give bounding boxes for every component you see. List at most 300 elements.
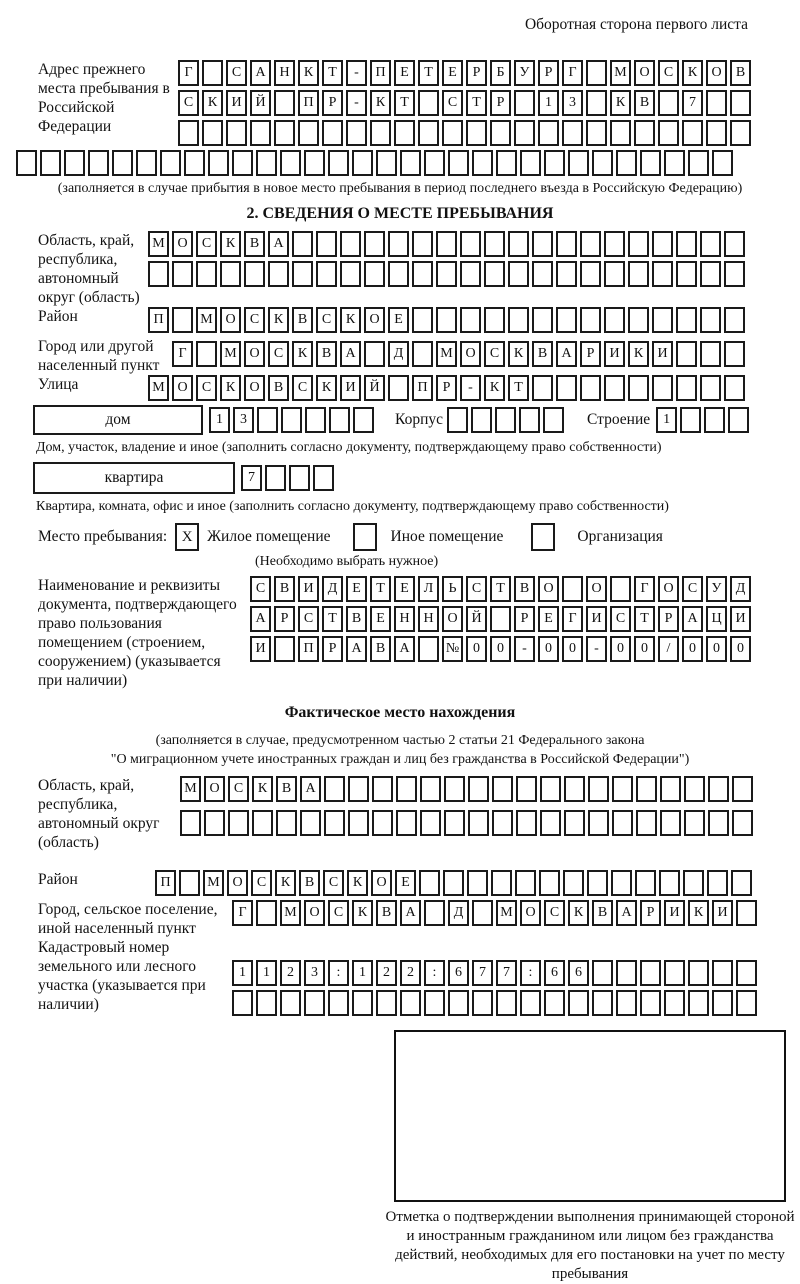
stay-type-row — [0, 523, 800, 551]
char-cell: О — [520, 900, 541, 926]
char-cell: 1 — [209, 407, 230, 433]
char-cell: 0 — [562, 636, 583, 662]
char-cell — [412, 261, 433, 287]
char-cell: И — [712, 900, 733, 926]
char-cell: : — [328, 960, 349, 986]
char-cell — [495, 407, 516, 433]
option-other-premises-label: Иное помещение — [390, 528, 504, 545]
char-cell — [616, 960, 637, 986]
char-cell: С — [610, 606, 631, 632]
char-cell: В — [276, 776, 297, 802]
char-cell: 3 — [233, 407, 254, 433]
char-cell — [556, 307, 577, 333]
char-cell: У — [706, 576, 727, 602]
char-cell: Р — [490, 90, 511, 116]
char-cell: Г — [172, 341, 193, 367]
char-cell: / — [658, 636, 679, 662]
char-cell — [88, 150, 109, 176]
char-cell — [540, 810, 561, 836]
char-cell — [664, 150, 685, 176]
cadastral-row-2 — [232, 990, 760, 1016]
char-cell — [676, 375, 697, 401]
char-cell — [616, 990, 637, 1016]
char-cell — [396, 776, 417, 802]
char-cell: - — [460, 375, 481, 401]
char-cell — [466, 120, 487, 146]
char-cell: К — [298, 60, 319, 86]
char-cell: Р — [580, 341, 601, 367]
option-residential-label: Жилое помещение — [207, 528, 331, 545]
char-cell — [700, 375, 721, 401]
char-cell: 0 — [490, 636, 511, 662]
char-cell — [556, 261, 577, 287]
city-field — [0, 337, 800, 375]
char-cell — [281, 407, 302, 433]
char-cell: : — [424, 960, 445, 986]
char-cell: О — [304, 900, 325, 926]
char-cell — [484, 231, 505, 257]
char-cell: 6 — [568, 960, 589, 986]
char-cell: Г — [232, 900, 253, 926]
char-cell — [257, 407, 278, 433]
char-cell: Г — [178, 60, 199, 86]
city-cells — [172, 341, 748, 367]
char-cell: Р — [322, 636, 343, 662]
char-cell — [305, 407, 326, 433]
char-cell: П — [148, 307, 169, 333]
char-cell — [280, 990, 301, 1016]
char-cell: 7 — [241, 465, 262, 491]
char-cell: А — [682, 606, 703, 632]
char-cell — [700, 341, 721, 367]
char-cell: 2 — [280, 960, 301, 986]
char-cell — [587, 870, 608, 896]
stay-type-label: Место пребывания: — [38, 528, 168, 545]
char-cell — [580, 261, 601, 287]
korpus-label: Корпус — [395, 411, 443, 428]
actual-region-row-2 — [180, 810, 756, 836]
char-cell: С — [323, 870, 344, 896]
char-cell — [724, 231, 745, 257]
actual-district-field — [0, 870, 800, 900]
char-cell — [436, 231, 457, 257]
cadastral-label: Кадастровый номер земельного или лесного участка (указывается при наличии) — [38, 939, 206, 1013]
char-cell: А — [300, 776, 321, 802]
char-cell: А — [250, 606, 271, 632]
char-cell: К — [252, 776, 273, 802]
char-cell — [40, 150, 61, 176]
char-cell: 0 — [538, 636, 559, 662]
char-cell — [340, 261, 361, 287]
char-cell — [508, 261, 529, 287]
char-cell: М — [496, 900, 517, 926]
char-cell — [736, 990, 757, 1016]
char-cell: 3 — [562, 90, 583, 116]
char-cell: И — [586, 606, 607, 632]
char-cell — [640, 960, 661, 986]
char-cell: - — [514, 636, 535, 662]
char-cell: 1 — [538, 90, 559, 116]
char-cell — [256, 150, 277, 176]
char-cell — [316, 231, 337, 257]
char-cell: Д — [322, 576, 343, 602]
char-cell: С — [682, 576, 703, 602]
char-cell — [586, 90, 607, 116]
char-cell: О — [538, 576, 559, 602]
char-cell — [588, 810, 609, 836]
char-cell — [346, 120, 367, 146]
char-cell — [532, 231, 553, 257]
char-cell — [700, 231, 721, 257]
char-cell — [562, 120, 583, 146]
char-cell: У — [514, 60, 535, 86]
char-cell — [196, 261, 217, 287]
cadastral-row-1 — [232, 960, 760, 986]
char-cell — [730, 90, 751, 116]
char-cell — [436, 261, 457, 287]
char-cell: Ц — [706, 606, 727, 632]
char-cell: К — [370, 90, 391, 116]
char-cell — [519, 407, 540, 433]
char-cell: О — [220, 307, 241, 333]
char-cell: М — [180, 776, 201, 802]
char-cell: Д — [730, 576, 751, 602]
char-cell: Г — [562, 606, 583, 632]
char-cell: 7 — [496, 960, 517, 986]
apartment-box-label: квартира — [33, 462, 235, 494]
char-cell — [543, 407, 564, 433]
char-cell: 2 — [400, 960, 421, 986]
actual-region-row-1 — [180, 776, 756, 802]
char-cell: С — [544, 900, 565, 926]
char-cell — [64, 150, 85, 176]
char-cell: С — [298, 606, 319, 632]
actual-location-note-2: "О миграционном учете иностранных граждан и лиц без гражданства в Российской Федерации") — [110, 752, 690, 767]
char-cell — [516, 776, 537, 802]
char-cell: И — [226, 90, 247, 116]
house-note: Дом, участок, владение и иное (заполнить согласно документу, подтверждающему право собственности) — [36, 440, 662, 455]
char-cell: К — [568, 900, 589, 926]
char-cell — [322, 120, 343, 146]
char-cell: А — [616, 900, 637, 926]
char-cell — [292, 261, 313, 287]
char-cell: Р — [514, 606, 535, 632]
char-cell: Р — [466, 60, 487, 86]
char-cell — [329, 407, 350, 433]
char-cell: Е — [394, 576, 415, 602]
char-cell — [556, 231, 577, 257]
char-cell — [372, 776, 393, 802]
char-cell — [472, 900, 493, 926]
char-cell: И — [652, 341, 673, 367]
char-cell: М — [148, 231, 169, 257]
char-cell: О — [706, 60, 727, 86]
char-cell — [172, 307, 193, 333]
char-cell — [388, 261, 409, 287]
char-cell: В — [268, 375, 289, 401]
char-cell: Е — [538, 606, 559, 632]
char-cell — [706, 120, 727, 146]
char-cell — [388, 375, 409, 401]
char-cell: С — [442, 90, 463, 116]
stroenie-label: Строение — [587, 411, 651, 428]
char-cell: П — [298, 90, 319, 116]
actual-region-field — [0, 776, 800, 852]
char-cell: Н — [418, 606, 439, 632]
apartment-cells — [241, 465, 337, 491]
char-cell — [424, 900, 445, 926]
char-cell: Й — [364, 375, 385, 401]
char-cell — [562, 576, 583, 602]
char-cell: Т — [490, 576, 511, 602]
char-cell: К — [316, 375, 337, 401]
char-cell — [268, 261, 289, 287]
char-cell — [178, 120, 199, 146]
char-cell — [196, 341, 217, 367]
actual-region-label: Область, край, республика, автономный округ (область) — [38, 777, 160, 851]
char-cell: О — [244, 375, 265, 401]
char-cell — [444, 776, 465, 802]
char-cell — [736, 900, 757, 926]
document-field — [0, 576, 800, 690]
char-cell: О — [634, 60, 655, 86]
char-cell — [202, 120, 223, 146]
house-box-label: дом — [33, 405, 203, 435]
char-cell — [611, 870, 632, 896]
char-cell — [676, 231, 697, 257]
char-cell: - — [346, 90, 367, 116]
char-cell: О — [227, 870, 248, 896]
char-cell — [412, 231, 433, 257]
char-cell: Е — [388, 307, 409, 333]
char-cell — [491, 870, 512, 896]
char-cell: Р — [322, 90, 343, 116]
char-cell — [658, 120, 679, 146]
char-cell: О — [586, 576, 607, 602]
house-row — [0, 405, 800, 435]
char-cell: А — [556, 341, 577, 367]
char-cell — [658, 90, 679, 116]
char-cell — [508, 307, 529, 333]
char-cell: 0 — [634, 636, 655, 662]
char-cell: О — [172, 231, 193, 257]
char-cell: Е — [395, 870, 416, 896]
actual-location-note-1: (заполняется в случае, предусмотренном частью 2 статьи 21 Федерального закона — [155, 733, 645, 748]
char-cell — [179, 870, 200, 896]
char-cell — [588, 776, 609, 802]
char-cell: С — [250, 576, 271, 602]
char-cell — [352, 990, 373, 1016]
char-cell: 7 — [682, 90, 703, 116]
char-cell — [256, 900, 277, 926]
char-cell — [604, 231, 625, 257]
char-cell — [443, 870, 464, 896]
char-cell: И — [298, 576, 319, 602]
char-cell: В — [532, 341, 553, 367]
stroenie-cells — [656, 407, 752, 433]
prev-address-row-4 — [0, 150, 800, 176]
char-cell — [652, 375, 673, 401]
char-cell — [592, 990, 613, 1016]
region-label: Область, край, республика, автономный округ (область) — [38, 232, 140, 306]
char-cell — [112, 150, 133, 176]
char-cell — [492, 776, 513, 802]
char-cell: 1 — [352, 960, 373, 986]
char-cell: 6 — [544, 960, 565, 986]
char-cell — [328, 150, 349, 176]
street-label: Улица — [38, 376, 79, 393]
char-cell: О — [658, 576, 679, 602]
char-cell: О — [442, 606, 463, 632]
char-cell: Р — [658, 606, 679, 632]
char-cell — [612, 776, 633, 802]
actual-city-cells — [232, 900, 760, 926]
char-cell: А — [268, 231, 289, 257]
char-cell — [664, 990, 685, 1016]
char-cell: Н — [394, 606, 415, 632]
char-cell — [136, 150, 157, 176]
char-cell — [604, 307, 625, 333]
char-cell — [204, 810, 225, 836]
char-cell — [220, 261, 241, 287]
char-cell: В — [634, 90, 655, 116]
char-cell: С — [226, 60, 247, 86]
char-cell — [418, 120, 439, 146]
char-cell: И — [730, 606, 751, 632]
char-cell — [640, 150, 661, 176]
char-cell — [400, 150, 421, 176]
char-cell — [232, 990, 253, 1016]
char-cell — [490, 120, 511, 146]
char-cell: К — [268, 307, 289, 333]
char-cell — [732, 810, 753, 836]
char-cell — [298, 120, 319, 146]
char-cell — [460, 231, 481, 257]
char-cell: П — [412, 375, 433, 401]
char-cell — [324, 776, 345, 802]
char-cell — [684, 776, 705, 802]
char-cell — [448, 150, 469, 176]
char-cell — [372, 810, 393, 836]
char-cell — [580, 307, 601, 333]
char-cell — [652, 231, 673, 257]
checkbox-residential: X — [175, 523, 199, 551]
char-cell: Г — [562, 60, 583, 86]
char-cell — [586, 60, 607, 86]
char-cell: В — [346, 606, 367, 632]
char-cell: В — [299, 870, 320, 896]
char-cell — [424, 150, 445, 176]
house-cells — [209, 407, 377, 433]
char-cell — [563, 870, 584, 896]
char-cell — [467, 870, 488, 896]
char-cell — [396, 810, 417, 836]
char-cell: 0 — [730, 636, 751, 662]
char-cell — [731, 870, 752, 896]
char-cell — [348, 776, 369, 802]
char-cell — [280, 150, 301, 176]
char-cell — [544, 150, 565, 176]
char-cell: Т — [508, 375, 529, 401]
char-cell: 2 — [376, 960, 397, 986]
char-cell: - — [586, 636, 607, 662]
char-cell: О — [371, 870, 392, 896]
option-organization-label: Организация — [577, 528, 663, 545]
char-cell — [628, 375, 649, 401]
char-cell — [712, 960, 733, 986]
char-cell: М — [610, 60, 631, 86]
char-cell — [635, 870, 656, 896]
char-cell — [514, 120, 535, 146]
char-cell: С — [316, 307, 337, 333]
street-field — [0, 375, 800, 405]
char-cell — [664, 960, 685, 986]
char-cell — [704, 407, 725, 433]
char-cell — [484, 261, 505, 287]
char-cell — [592, 960, 613, 986]
char-cell: К — [220, 375, 241, 401]
char-cell — [184, 150, 205, 176]
char-cell — [568, 150, 589, 176]
char-cell: А — [250, 60, 271, 86]
char-cell — [274, 120, 295, 146]
district-label: Район — [38, 308, 78, 325]
char-cell: М — [220, 341, 241, 367]
char-cell: В — [292, 307, 313, 333]
char-cell — [688, 150, 709, 176]
char-cell: А — [346, 636, 367, 662]
char-cell — [364, 231, 385, 257]
char-cell: К — [508, 341, 529, 367]
char-cell: 6 — [448, 960, 469, 986]
char-cell — [515, 870, 536, 896]
char-cell — [274, 90, 295, 116]
char-cell — [568, 990, 589, 1016]
char-cell: 1 — [256, 960, 277, 986]
char-cell — [564, 810, 585, 836]
char-cell — [683, 870, 704, 896]
char-cell — [148, 261, 169, 287]
char-cell — [442, 120, 463, 146]
char-cell — [634, 120, 655, 146]
stamp-caption: Отметка о подтверждении выполнения принимающей стороной и иностранным гражданином или лицом без гражданства действий, необходимых для его постановки на учет по месту пребывания — [385, 1209, 795, 1282]
actual-city-field — [0, 900, 800, 938]
char-cell: О — [172, 375, 193, 401]
district-field — [0, 307, 800, 337]
char-cell — [610, 120, 631, 146]
char-cell — [724, 375, 745, 401]
actual-city-label: Город, сельское поселение, иной населенный пункт — [38, 901, 218, 937]
char-cell — [496, 990, 517, 1016]
char-cell: К — [484, 375, 505, 401]
char-cell — [496, 150, 517, 176]
char-cell — [556, 375, 577, 401]
char-cell: О — [244, 341, 265, 367]
char-cell — [580, 375, 601, 401]
char-cell — [228, 810, 249, 836]
char-cell — [652, 261, 673, 287]
char-cell — [532, 261, 553, 287]
char-cell — [468, 776, 489, 802]
char-cell — [636, 776, 657, 802]
char-cell — [420, 776, 441, 802]
char-cell: М — [280, 900, 301, 926]
char-cell — [468, 810, 489, 836]
char-cell — [520, 990, 541, 1016]
actual-district-cells — [155, 870, 755, 896]
char-cell — [708, 810, 729, 836]
char-cell — [586, 120, 607, 146]
